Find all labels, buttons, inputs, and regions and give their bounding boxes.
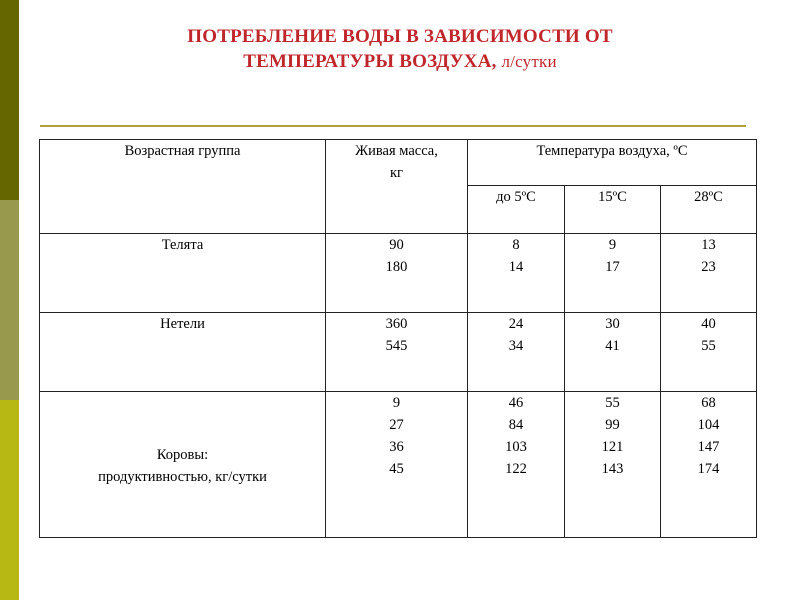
slide-title (100, 24, 700, 74)
header-temp-to-5: до 5ºС (468, 186, 565, 234)
row-group-label: Нетели (40, 313, 326, 392)
header-age-group: Возрастная группа (40, 140, 326, 234)
cell-temp-15 (565, 234, 661, 313)
cell-value: 90 (389, 237, 404, 253)
cell-value: 103 (505, 439, 527, 455)
title-line-2-text: ТЕМПЕРАТУРЫ ВОЗДУХА, (243, 51, 497, 72)
cell-temp-15 (565, 313, 661, 392)
sidebar-segment-dark (0, 0, 19, 200)
cell-value: 143 (601, 461, 624, 477)
cell-temp-28 (661, 234, 757, 313)
header-live-mass-line2: кг (390, 165, 403, 181)
cell-value: 174 (697, 461, 720, 477)
cell-temp-28 (661, 313, 757, 392)
cell-value: 360 (385, 316, 408, 332)
title-line-2 (100, 49, 700, 74)
cell-value: 104 (697, 417, 720, 433)
cell-value: 180 (385, 259, 408, 275)
cell-temp-15 (565, 392, 661, 538)
sidebar-decoration (0, 0, 19, 600)
header-temp-15: 15ºС (565, 186, 661, 234)
cell-value: 27 (389, 417, 404, 433)
cell-value: 30 (605, 316, 620, 332)
cell-value: 68 (701, 395, 716, 411)
sidebar-segment-light (0, 400, 19, 600)
cell-value: 122 (505, 461, 527, 477)
cell-value: 23 (701, 259, 716, 275)
cell-value: 17 (605, 259, 620, 275)
cell-mass (326, 313, 468, 392)
header-live-mass-line1: Живая масса, (355, 143, 438, 159)
header-temp-28: 28ºС (661, 186, 757, 234)
header-live-mass (326, 140, 468, 234)
cell-value: 99 (605, 417, 620, 433)
cell-value: 36 (389, 439, 404, 455)
table-row (40, 392, 757, 538)
cell-value: 9 (608, 237, 617, 253)
cell-value: 121 (601, 439, 624, 455)
cell-temp-to-5 (468, 392, 565, 538)
water-consumption-table (39, 139, 757, 538)
cell-value: 147 (697, 439, 720, 455)
cell-value: 84 (508, 417, 524, 433)
cell-temp-to-5 (468, 313, 565, 392)
cell-mass (326, 234, 468, 313)
row-group-label: Телята (40, 234, 326, 313)
cell-value: 24 (508, 316, 524, 332)
table-row (40, 313, 757, 392)
cell-value: 41 (605, 338, 620, 354)
cell-value: 34 (508, 338, 524, 354)
title-unit: л/сутки (501, 52, 557, 71)
title-line-1: ПОТРЕБЛЕНИЕ ВОДЫ В ЗАВИСИМОСТИ ОТ (187, 26, 613, 47)
sidebar-segment-mid (0, 200, 19, 400)
cell-value: 46 (508, 395, 524, 411)
cell-value: 40 (701, 316, 716, 332)
cell-value: 13 (701, 237, 716, 253)
row-group-label-line2: продуктивностью, кг/сутки (98, 469, 267, 485)
table-row (40, 234, 757, 313)
header-temperature: Температура воздуха, ºС (468, 140, 757, 186)
cell-value: 9 (392, 395, 401, 411)
cell-value: 55 (605, 395, 620, 411)
row-group-label-line1: Коровы: (156, 447, 209, 463)
cell-mass (326, 392, 468, 538)
cell-value: 55 (701, 338, 716, 354)
cell-value: 545 (385, 338, 408, 354)
cell-temp-to-5 (468, 234, 565, 313)
title-divider (40, 125, 746, 127)
cell-value: 14 (508, 259, 524, 275)
cell-value: 8 (512, 237, 520, 253)
row-group-label (40, 392, 326, 538)
cell-temp-28 (661, 392, 757, 538)
cell-value: 45 (389, 461, 404, 477)
